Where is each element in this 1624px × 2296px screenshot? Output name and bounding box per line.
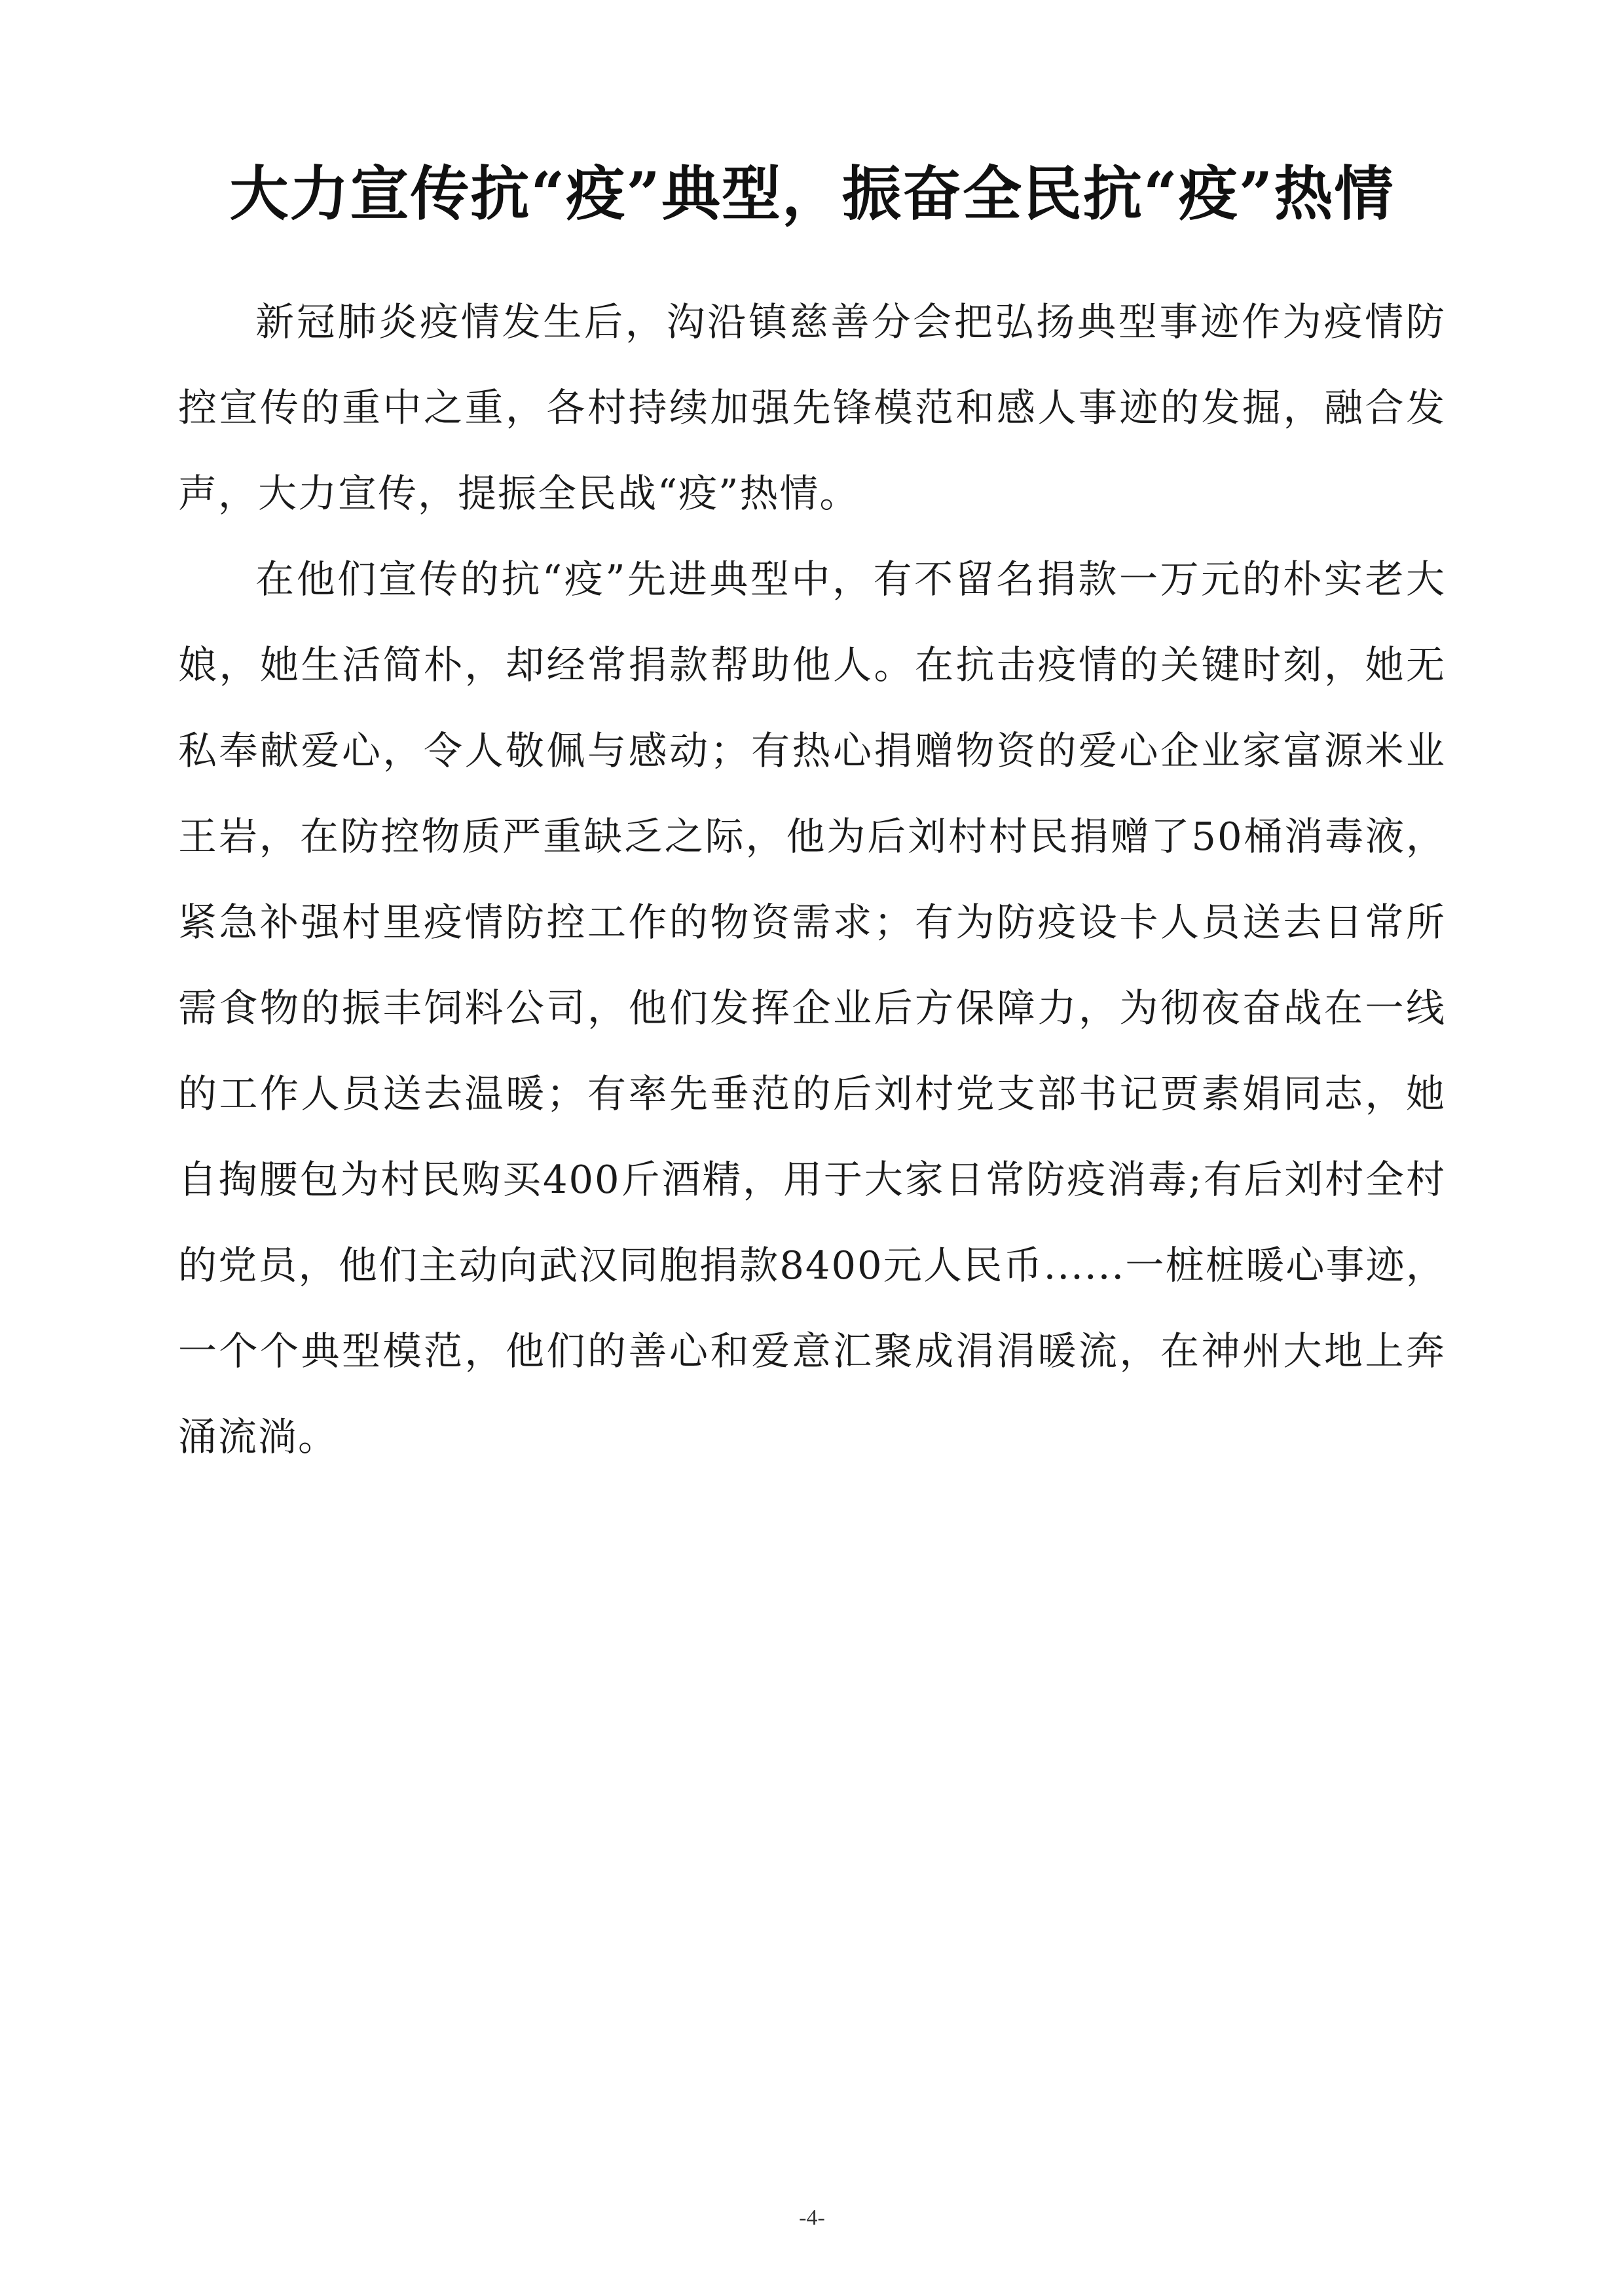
document-title: 大力宣传抗“疫”典型，振奋全民抗“疫”热情 <box>229 159 1395 228</box>
page-number: -4- <box>799 2206 825 2230</box>
paragraph: 在他们宣传的抗“疫”先进典型中，有不留名捐款一万元的朴实老大娘，她生活简朴，却经常捐款帮助他人。在抗击疫情的关键时刻，她无私奉献爱心，令人敬佩与感动；有热心捐赠物资的爱心企业家富源米业王岩，在防控物质严重缺乏之际，他为后刘村村民捐赠了50桶消毒液，紧急补强村里疫情防控工作的物资需求；有为防疫设卡人员送去日常所需食物的振丰饲料公司，他们发挥企业后方保障力，为彻夜奋战在一线的工作人员送去温暖；有率先垂范的后刘村党支部书记贾素娟同志，她自掏腰包为村民购买400斤酒精，用于大家日常防疫消毒;有后刘村全村的党员，他们主动向武汉同胞捐款8400元人民币......一桩桩暖心事迹，一个个典型模范，他们的善心和爱意汇聚成涓涓暖流，在神州大地上奔涌流淌。 <box>178 556 1446 1459</box>
paragraph: 新冠肺炎疫情发生后，沟沿镇慈善分会把弘扬典型事迹作为疫情防控宣传的重中之重，各村持续加强先锋模范和感人事迹的发掘，融合发声，大力宣传，提振全民战“疫”热情。 <box>178 299 1446 516</box>
document-body <box>178 279 1446 1480</box>
